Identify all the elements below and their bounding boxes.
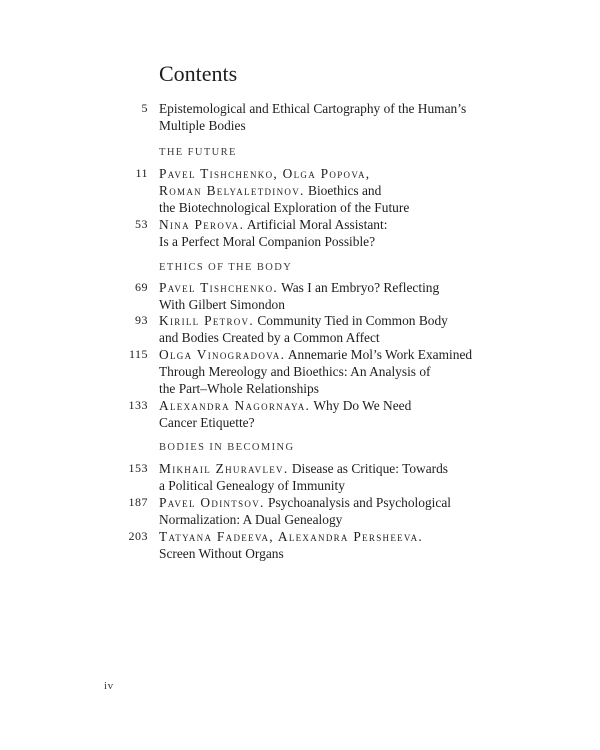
toc-page-number: 153 — [128, 461, 148, 475]
page-folio: iv — [104, 680, 114, 692]
toc-page-number: 203 — [128, 529, 148, 543]
toc-author: Olga Vinogradova. — [159, 347, 286, 362]
toc-title-line: With Gilbert Simondon — [159, 297, 285, 312]
toc-title-line: the Biotechnological Exploration of the Future — [159, 200, 410, 215]
toc-entry-text — [159, 528, 489, 562]
toc-author: Pavel Tishchenko, Olga Popova, — [159, 166, 371, 181]
toc-entry-text — [159, 216, 489, 250]
toc-title-line: the Part–Whole Relationships — [159, 381, 319, 396]
toc-author: Pavel Tishchenko. — [159, 280, 279, 295]
section-heading-the-future: THE FUTURE — [159, 147, 237, 158]
toc-title-line: Screen Without Organs — [159, 546, 284, 561]
toc-author: Alexandra Nagornaya. — [159, 398, 311, 413]
toc-entry-text — [159, 397, 489, 431]
toc-page-number: 69 — [135, 280, 148, 294]
toc-title-line: Cancer Etiquette? — [159, 415, 255, 430]
toc-title-line: Normalization: A Dual Genealogy — [159, 512, 343, 527]
toc-title-line: and Bodies Created by a Common Affect — [159, 330, 380, 345]
toc-title: Why Do We Need — [313, 398, 412, 413]
toc-title-line: Through Mereology and Bioethics: An Analysis of — [159, 364, 431, 379]
toc-page-number: 133 — [128, 398, 148, 412]
toc-title: Community Tied in Common Body — [257, 313, 448, 328]
toc-entry-text — [159, 312, 489, 346]
toc-author: Roman Belyaletdinov. — [159, 183, 305, 198]
toc-title: Psychoanalysis and Psychological — [268, 495, 451, 510]
toc-title-line: Is a Perfect Moral Companion Possible? — [159, 234, 376, 249]
toc-title-line: a Political Genealogy of Immunity — [159, 478, 345, 493]
toc-title: Bioethics and — [308, 183, 382, 198]
toc-page-number: 11 — [135, 166, 148, 180]
toc-entry-text — [159, 165, 489, 216]
section-heading-ethics-of-the-body: ETHICS OF THE BODY — [159, 262, 293, 273]
toc-page-number: 115 — [128, 347, 148, 361]
section-heading-bodies-in-becoming: BODIES IN BECOMING — [159, 442, 295, 453]
toc-author-title-line — [159, 182, 489, 199]
toc-page-number: 5 — [141, 101, 148, 115]
toc-author: Kirill Petrov. — [159, 313, 255, 328]
toc-author: Mikhail Zhuravlev. — [159, 461, 289, 476]
toc-title: Disease as Critique: Towards — [291, 461, 448, 476]
toc-author-line — [159, 165, 489, 182]
toc-title-line: Multiple Bodies — [159, 118, 246, 133]
toc-author: Pavel Odintsov. — [159, 495, 265, 510]
toc-title-line: Epistemological and Ethical Cartography of the Human’s — [159, 101, 467, 116]
toc-page-number: 53 — [135, 217, 148, 231]
page-title: Contents — [159, 61, 238, 86]
toc-author: Tatyana Fadeeva, Alexandra Persheeva. — [159, 529, 424, 544]
toc-entry-text — [159, 460, 489, 494]
toc-entry-text — [159, 279, 489, 313]
toc-page-number: 93 — [135, 313, 148, 327]
toc-entry-text — [159, 346, 489, 397]
toc-page-number: 187 — [128, 495, 148, 509]
toc-title: Was I an Embryo? Reflecting — [281, 280, 440, 295]
toc-entry-text — [159, 100, 489, 134]
toc-title: Annemarie Mol’s Work Examined — [287, 347, 473, 362]
toc-entry-text — [159, 494, 489, 528]
toc-title: Artificial Moral Assistant: — [246, 217, 388, 232]
toc-author: Nina Perova. — [159, 217, 245, 232]
